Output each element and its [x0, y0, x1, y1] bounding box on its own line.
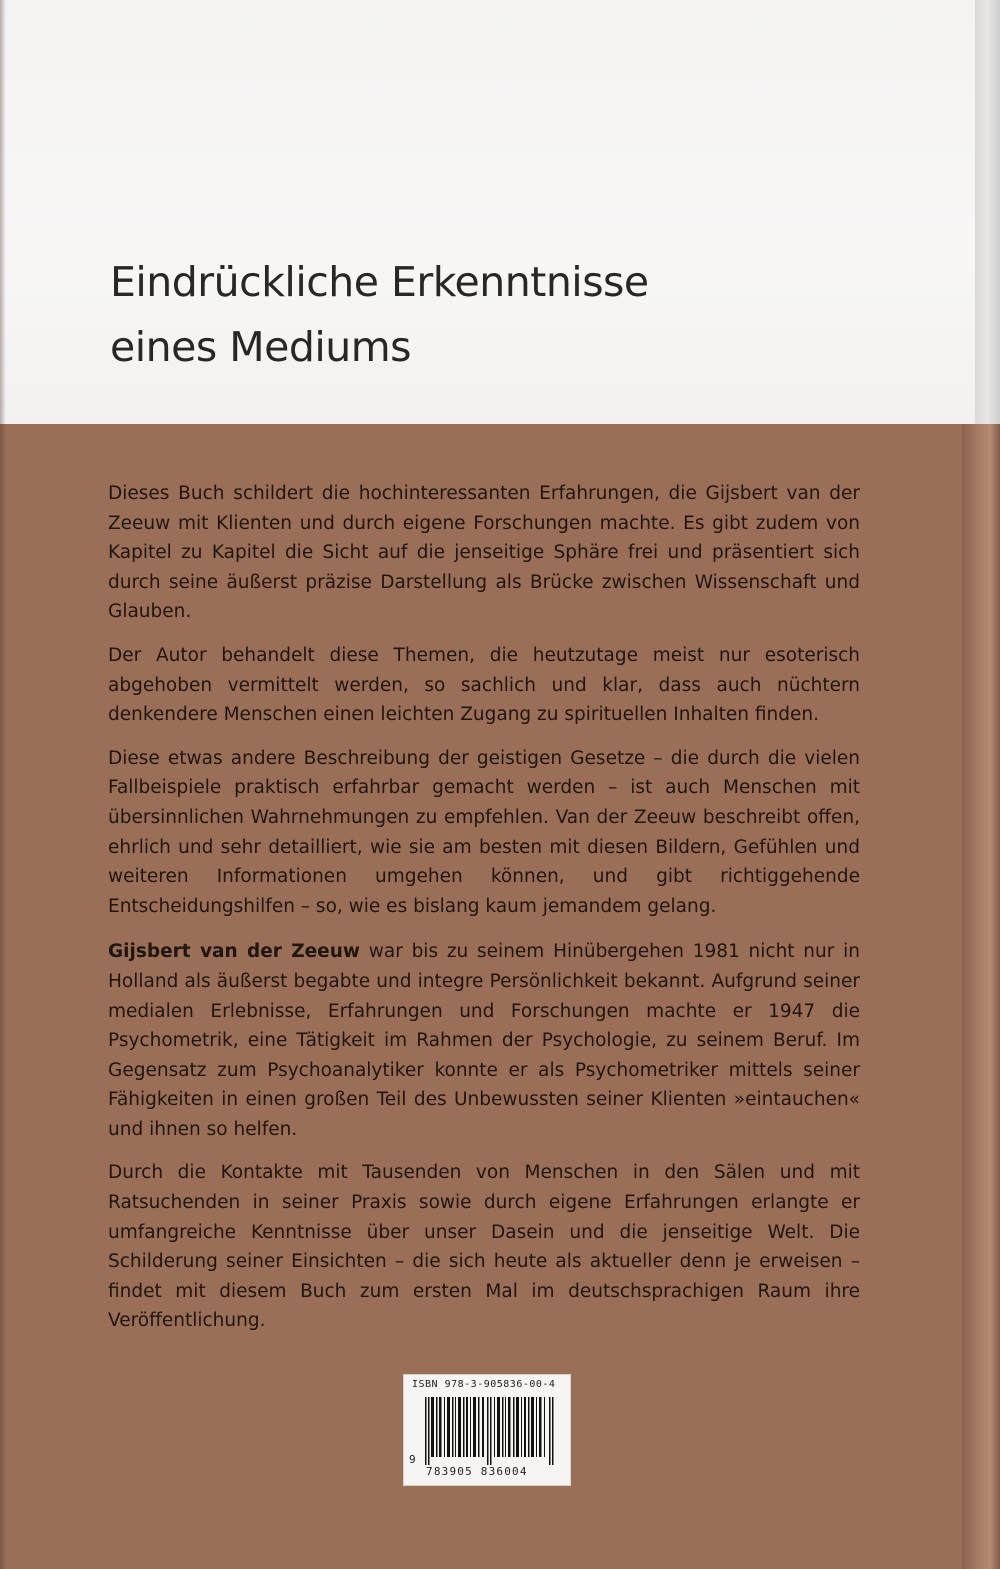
cover-brown-spine-edge [962, 424, 1000, 1569]
cover-left-shadow [0, 0, 6, 1569]
cover-top-spine-edge [975, 0, 1000, 424]
author-name: Gijsbert van der Zeeuw [108, 941, 360, 963]
author-bio-text: war bis zu seinem Hinübergehen 1981 nicht nur in Holland als äußerst begabte und integre Persönlichkeit bekannt. Aufgrund seiner medialen Erlebnisse, Erfahrungen und Forschungen machte er 1947 die Psychometrik, eine Tätigkeit im Rahmen der Psychologie, zu seinem Beruf. Im Gegensatz zum Psychoanalytiker konnte er als Psychometriker mittels seiner Fähigkeiten in einen großen Teil des Unbewussten seiner Klienten »eintauchen« und ihnen so helfen. [108, 941, 860, 1140]
cover-title [110, 250, 930, 380]
author-bio-paragraph [108, 937, 860, 1144]
barcode-ean-prefix: 9 [409, 1453, 416, 1466]
blurb-paragraph-3: Diese etwas andere Beschreibung der geistigen Gesetze – die durch die vielen Fallbeispiele praktisch erfahrbar gemacht werden – ist auch Menschen mit übersinnlichen Wahrnehmungen zu empfehlen. Van der Zeeuw beschreibt offen, ehrlich und sehr detailliert, wie sie am besten mit diesen Bildern, Gefühlen und weiteren Informationen umgehen können, und gibt richtiggehende Entscheidungshilfen – so, wie es bislang kaum jemandem gelang. [108, 747, 860, 917]
isbn-number: ISBN 978-3-905836-00-4 [412, 1379, 556, 1390]
isbn-barcode-label [403, 1374, 571, 1486]
blurb-text [108, 479, 860, 1350]
author-paragraph-2: Durch die Kontakte mit Tausenden von Menschen in den Sälen und mit Ratsuchenden in seiner Praxis sowie durch eigene Erfahrungen erlangte er umfangreiche Kenntnisse über unser Dasein und die jenseitige Welt. Die Schilderung seiner Einsichten – die sich heute als aktueller denn je erweisen – findet mit diesem Buch zum ersten Mal im deutschsprachigen Raum ihre Veröffentlichung. [108, 1162, 860, 1332]
barcode-icon [425, 1397, 555, 1465]
cover-title-line2: eines Mediums [110, 323, 412, 371]
blurb-paragraph-2: Der Autor behandelt diese Themen, die heutzutage meist nur esoterisch abgehoben vermittelt werden, so sachlich und klar, dass auch nüchtern denkendere Menschen einen leichten Zugang zu spirituellen Inhalten finden. [108, 644, 860, 726]
cover-title-line1: Eindrückliche Erkenntnisse [110, 258, 649, 306]
barcode-ean-digits: 783905 836004 [426, 1465, 528, 1478]
blurb-paragraph-1: Dieses Buch schildert die hochinteressanten Erfahrungen, die Gijsbert van der Zeeuw mit Klienten und durch eigene Forschungen machte. Es gibt zudem von Kapitel zu Kapitel die Sicht auf die jenseitige Sphäre frei und präsentiert sich durch seine äußerst präzise Darstellung als Brücke zwischen Wissenschaft und Glauben. [108, 483, 860, 623]
